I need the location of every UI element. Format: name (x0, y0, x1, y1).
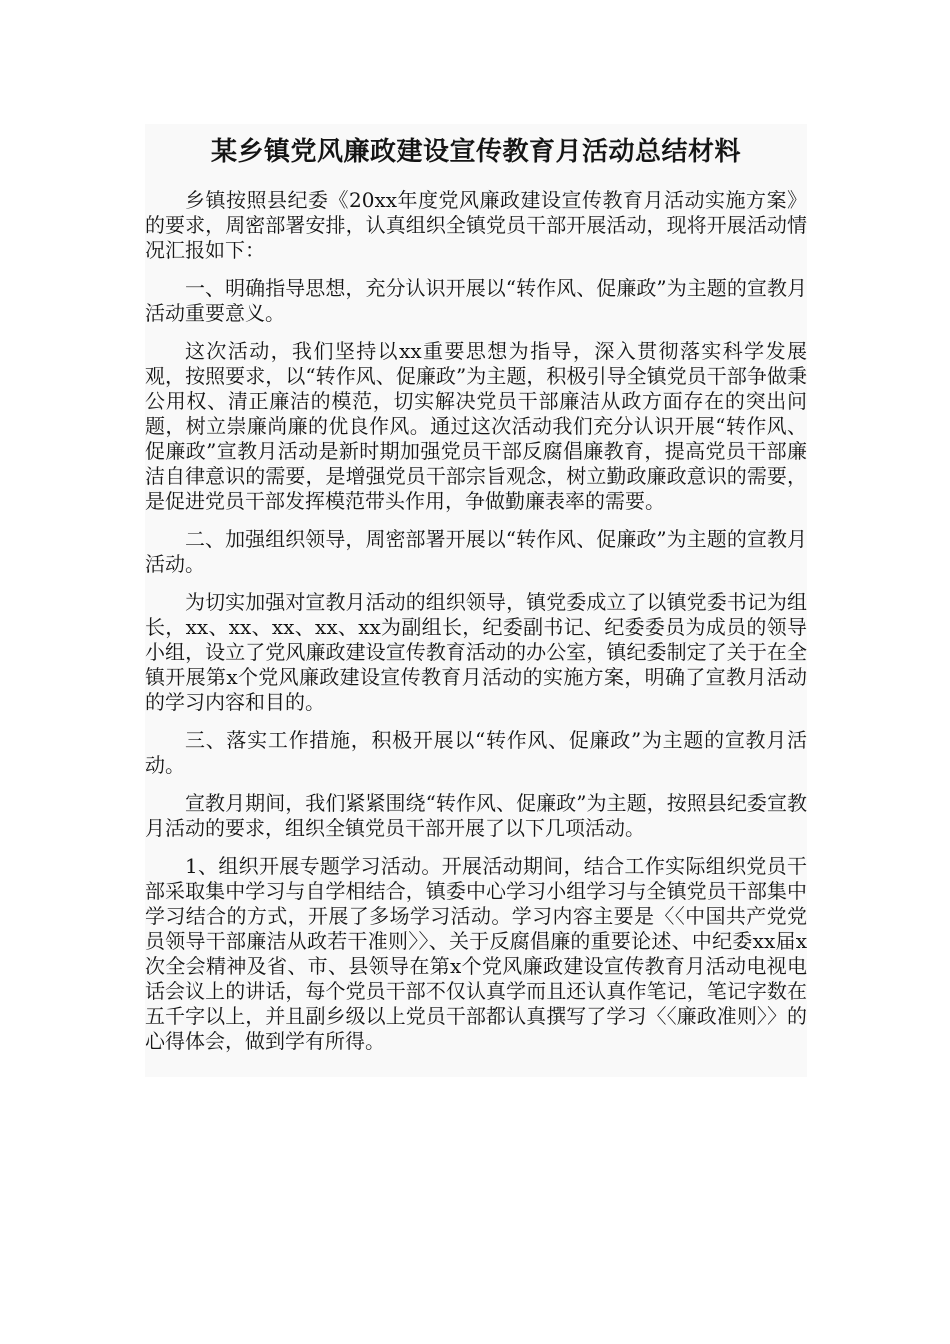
section-body-3: 宣教月期间，我们紧紧围绕“转作风、促廉政”为主题，按照县纪委宣教月活动的要求，组织全镇党员干部开展了以下几项活动。 (145, 791, 807, 840)
section-heading-1: 一、明确指导思想，充分认识开展以“转作风、促廉政”为主题的宣教月活动重要意义。 (145, 276, 807, 325)
document-page (145, 124, 807, 1077)
section-heading-3: 三、落实工作措施，积极开展以“转作风、促廉政”为主题的宣教月活动。 (145, 728, 807, 777)
activity-item-1: 1、组织开展专题学习活动。开展活动期间，结合工作实际组织党员干部采取集中学习与自学相结合，镇委中心学习小组学习与全镇党员干部集中学习结合的方式，开展了多场学习活动。学习内容主要是〈〈中国共产党党员领导干部廉洁从政若干准则〉〉、关于反腐倡廉的重要论述、中纪委xx届x次全会精神及省、市、县领导在第x个党风廉政建设宣传教育月活动电视电话会议上的讲话，每个党员干部不仅认真学而且还认真作笔记，笔记字数在五千字以上，并且副乡级以上党员干部都认真撰写了学习〈〈廉政准则〉〉的心得体会，做到学有所得。 (145, 854, 807, 1053)
section-body-1: 这次活动，我们坚持以xx重要思想为指导，深入贯彻落实科学发展观，按照要求，以“转作风、促廉政”为主题，积极引导全镇党员干部争做秉公用权、清正廉洁的模范，切实解决党员干部廉洁从政方面存在的突出问题，树立崇廉尚廉的优良作风。通过这次活动我们充分认识开展“转作风、促廉政”宣教月活动是新时期加强党员干部反腐倡廉教育，提高党员干部廉洁自律意识的需要，是增强党员干部宗旨观念，树立勤政廉政意识的需要，是促进党员干部发挥模范带头作用，争做勤廉表率的需要。 (145, 339, 807, 513)
section-heading-2: 二、加强组织领导，周密部署开展以“转作风、促廉政”为主题的宣教月活动。 (145, 527, 807, 576)
document-title: 某乡镇党风廉政建设宣传教育月活动总结材料 (210, 137, 741, 167)
intro-paragraph: 乡镇按照县纪委《20xx年度党风廉政建设宣传教育月活动实施方案》的要求，周密部署安排，认真组织全镇党员干部开展活动，现将开展活动情况汇报如下： (145, 188, 807, 262)
section-body-2: 为切实加强对宣教月活动的组织领导，镇党委成立了以镇党委书记为组长，xx、xx、xx、xx、xx为副组长，纪委副书记、纪委委员为成员的领导小组，设立了党风廉政建设宣传教育活动的办公室，镇纪委制定了关于在全镇开展第x个党风廉政建设宣传教育月活动的实施方案，明确了宣教月活动的学习内容和目的。 (145, 590, 807, 714)
